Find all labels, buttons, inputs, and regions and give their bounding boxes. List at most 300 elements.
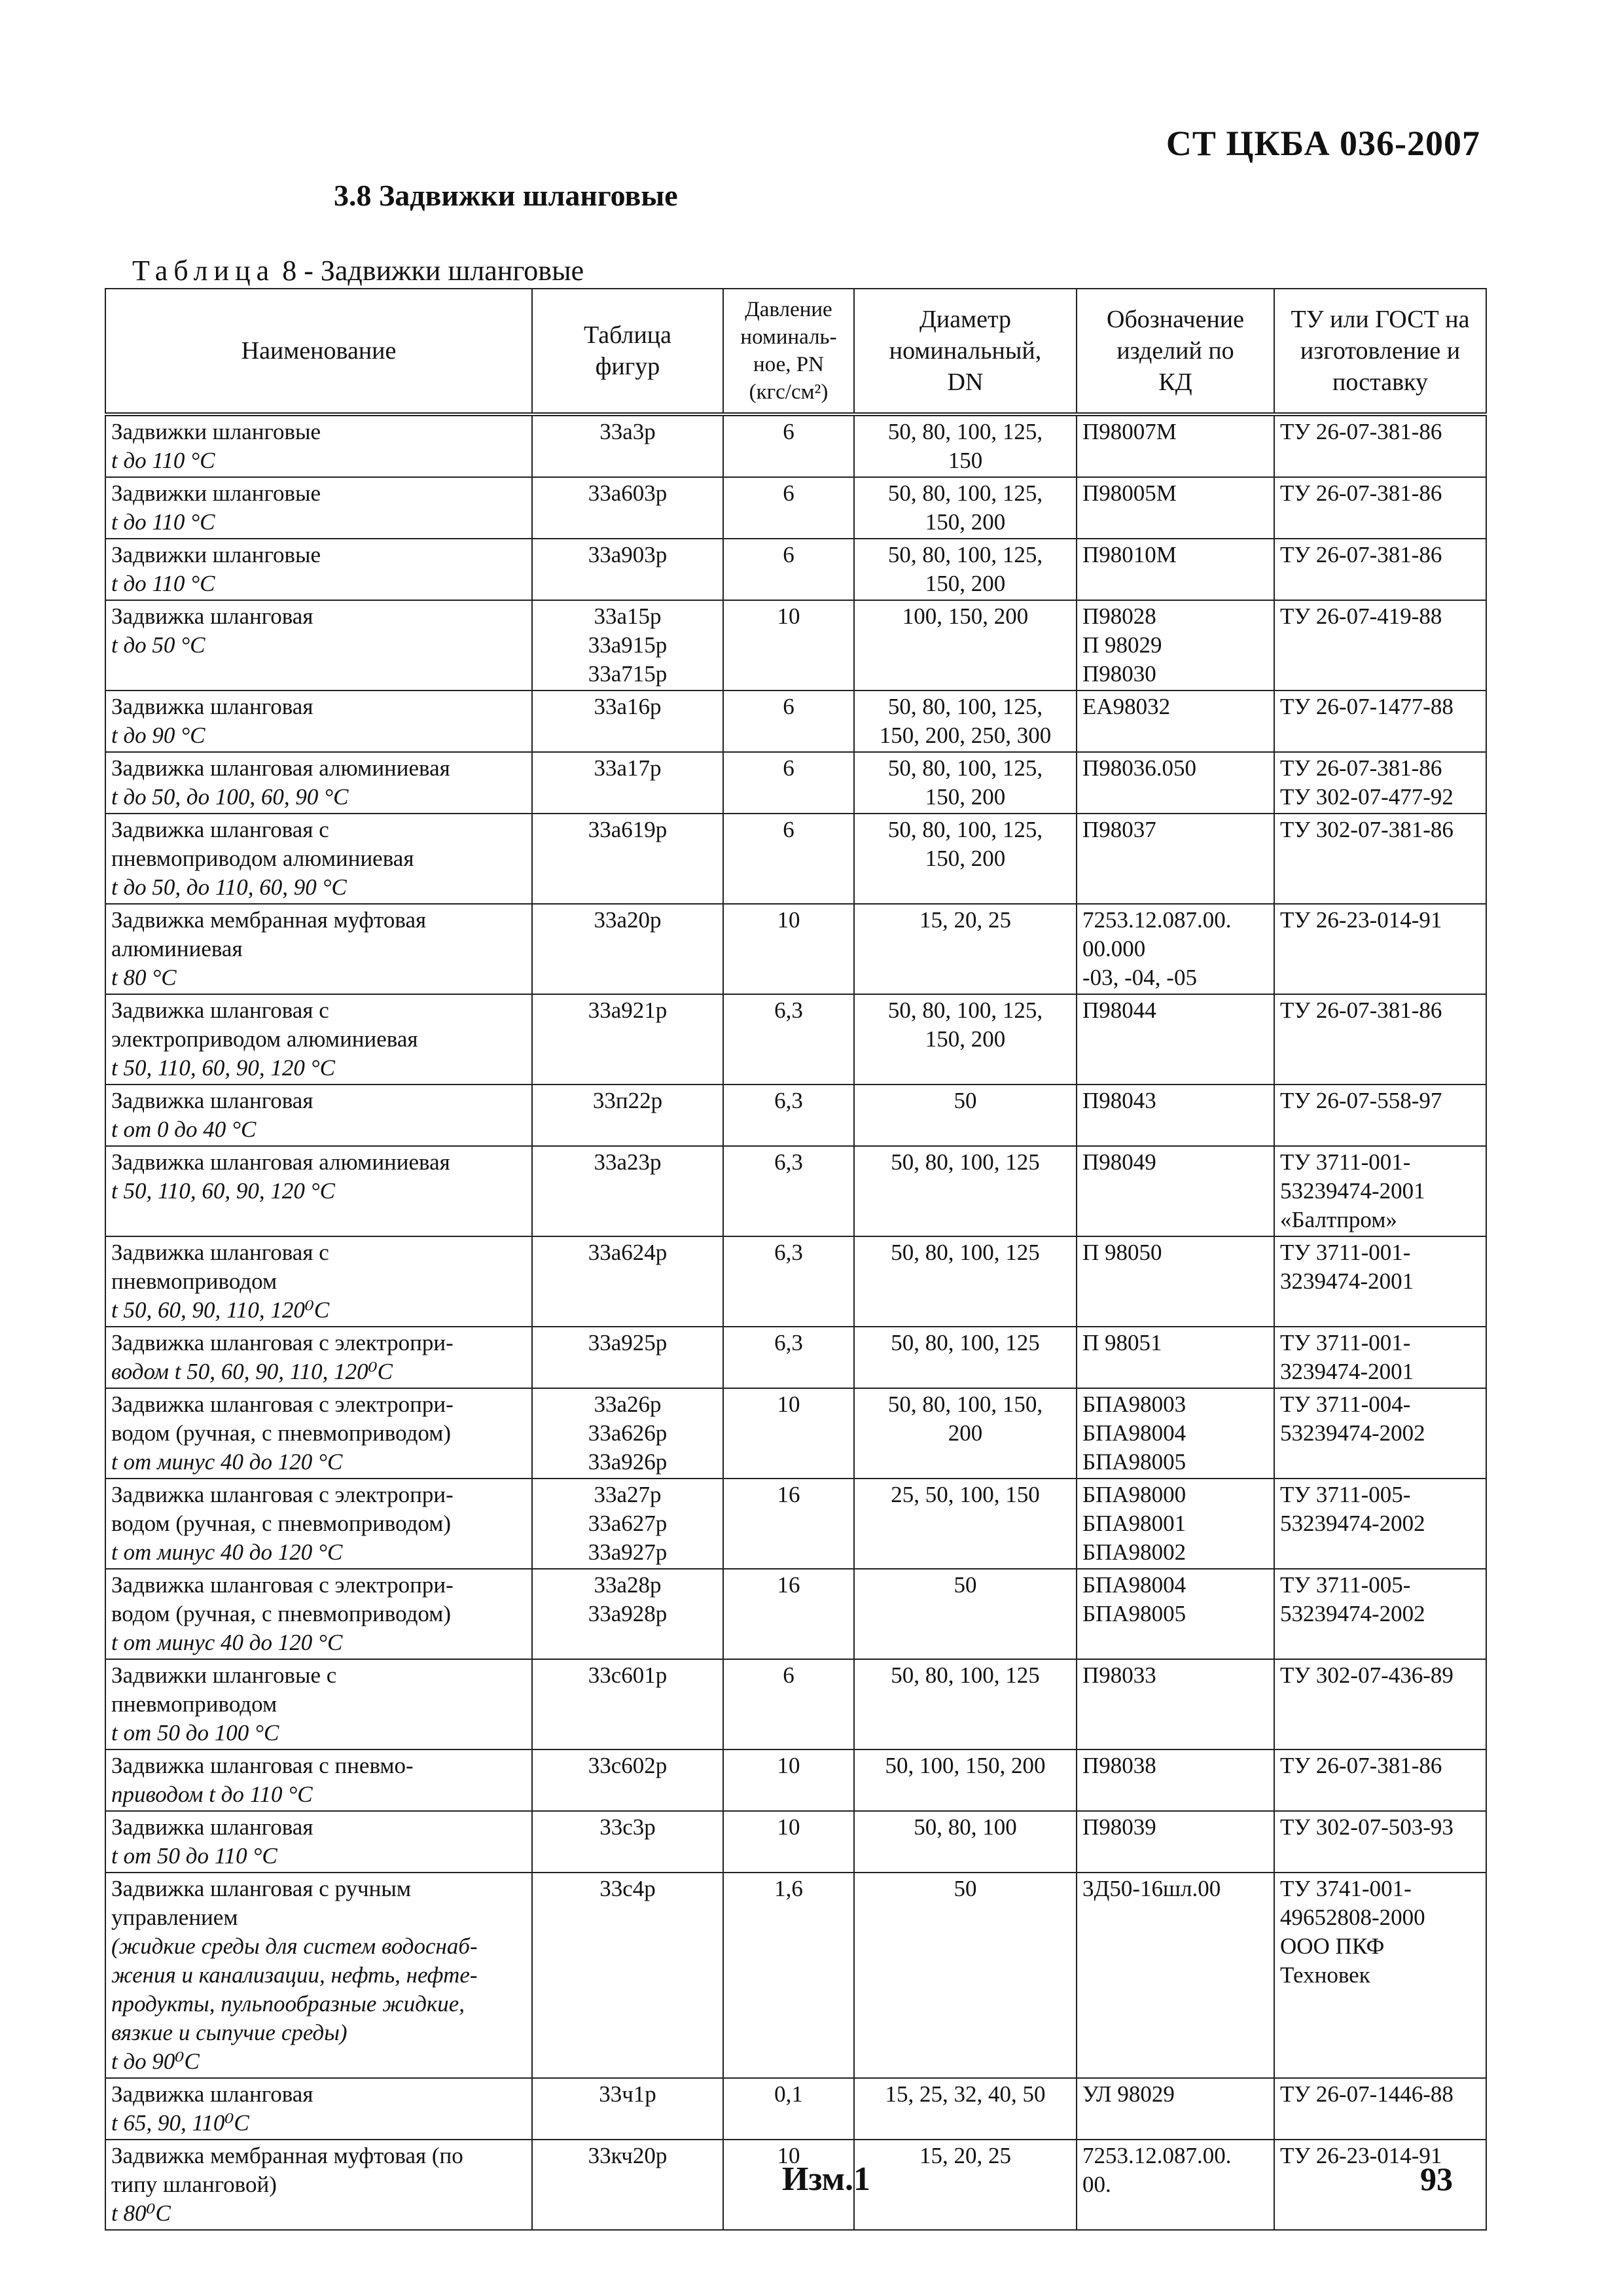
cell-line: 33а28р xyxy=(594,1572,662,1598)
cell-designation xyxy=(1077,1236,1274,1327)
cell-line: ЕА98032 xyxy=(1082,694,1171,719)
cell-line: ТУ 302-07-477-92 xyxy=(1280,784,1454,810)
cell-figure xyxy=(532,994,723,1085)
cell-line: Задвижка мембранная муфтовая xyxy=(111,907,427,933)
cell-pressure: 6 xyxy=(723,814,854,904)
cell-figure xyxy=(532,814,723,904)
cell-line: Задвижка шланговая с электропри- xyxy=(111,1572,454,1598)
cell-diameter xyxy=(854,477,1077,539)
cell-pressure: 6 xyxy=(723,414,854,477)
cell-pressure: 10 xyxy=(723,2140,854,2230)
cell-line: 33а921р xyxy=(588,997,668,1023)
cell-line: ТУ 302-07-381-86 xyxy=(1280,817,1454,842)
cell-diameter xyxy=(854,1085,1077,1146)
cell-line: П98043 xyxy=(1082,1088,1156,1113)
cell-line: t 65, 90, 110⁰С xyxy=(111,2110,249,2136)
cell-line: ТУ 3711-005- xyxy=(1280,1572,1411,1598)
cell-figure xyxy=(532,904,723,994)
cell-line: 33а603р xyxy=(588,480,668,506)
cell-line: 53239474-2002 xyxy=(1280,1511,1425,1536)
cell-diameter xyxy=(854,1146,1077,1236)
cell-line: БПА98005 xyxy=(1082,1601,1186,1626)
cell-standard xyxy=(1274,904,1486,994)
cell-line: пневмоприводом алюминиевая xyxy=(111,846,414,871)
cell-line: БПА98000 xyxy=(1082,1482,1186,1507)
cell-pressure: 6,3 xyxy=(723,994,854,1085)
cell-name xyxy=(105,994,532,1085)
cell-figure xyxy=(532,1085,723,1146)
cell-line: 3Д50-16шл.00 xyxy=(1082,1876,1221,1901)
col-standard-header xyxy=(1274,289,1486,414)
cell-designation xyxy=(1077,600,1274,691)
cell-line: ТУ 26-23-014-91 xyxy=(1280,907,1442,933)
cell-line: П98049 xyxy=(1082,1149,1156,1175)
header-line: изделий по xyxy=(1116,337,1234,365)
cell-designation xyxy=(1077,1327,1274,1388)
cell-line: 50, 80, 100, 125 xyxy=(891,1662,1040,1688)
cell-pressure: 10 xyxy=(723,904,854,994)
revision-label: Изм.1 xyxy=(782,2161,871,2198)
cell-designation xyxy=(1077,1873,1274,2078)
cell-line: «Балтпром» xyxy=(1280,1207,1397,1232)
cell-pressure: 6,3 xyxy=(723,1327,854,1388)
header-line: номинальный, xyxy=(889,337,1042,365)
cell-line: ТУ 3711-001- xyxy=(1280,1149,1411,1175)
cell-line: ТУ 26-07-381-86 xyxy=(1280,419,1442,444)
cell-line: Задвижка шланговая xyxy=(111,2081,313,2107)
cell-line: t от 50 до 100 °С xyxy=(111,1720,279,1746)
cell-pressure: 16 xyxy=(723,1569,854,1659)
cell-line: БПА98005 xyxy=(1082,1449,1186,1475)
cell-standard xyxy=(1274,814,1486,904)
cell-line: 33а23р xyxy=(594,1149,662,1175)
cell-line: Задвижка мембранная муфтовая (по xyxy=(111,2143,463,2168)
cell-line: t 80 °С xyxy=(111,965,177,990)
cell-diameter xyxy=(854,814,1077,904)
header-line: фигур xyxy=(595,353,660,380)
cell-line: 53239474-2001 xyxy=(1280,1178,1425,1204)
cell-diameter xyxy=(854,1749,1077,1811)
cell-line: 150, 200 xyxy=(925,846,1006,871)
cell-line: 33а26р xyxy=(594,1391,662,1417)
cell-designation xyxy=(1077,1749,1274,1811)
cell-line: ТУ 26-07-1446-88 xyxy=(1280,2081,1454,2107)
cell-line: Задвижки шланговые xyxy=(111,542,321,567)
cell-designation xyxy=(1077,752,1274,814)
cell-standard xyxy=(1274,2078,1486,2140)
table-row xyxy=(105,1146,1486,1236)
page-number: 93 xyxy=(1420,2161,1453,2197)
header-line: Давление xyxy=(745,298,832,321)
cell-designation xyxy=(1077,414,1274,477)
cell-pressure: 10 xyxy=(723,1388,854,1479)
table-row xyxy=(105,1085,1486,1146)
cell-line: 150, 200, 250, 300 xyxy=(879,723,1052,748)
cell-line: t от 50 до 110 °С xyxy=(111,1843,277,1869)
cell-line: Задвижка шланговая с ручным xyxy=(111,1876,412,1901)
cell-line: жения и канализации, нефть, нефте- xyxy=(111,1962,478,1988)
cell-standard xyxy=(1274,752,1486,814)
cell-line: 50, 80, 100, 125 xyxy=(891,1240,1040,1265)
cell-line: 50, 80, 100 xyxy=(914,1814,1017,1840)
cell-figure xyxy=(532,477,723,539)
cell-figure xyxy=(532,1749,723,1811)
cell-diameter xyxy=(854,1569,1077,1659)
cell-line: 00.000 xyxy=(1082,936,1146,961)
cell-line: П98033 xyxy=(1082,1662,1156,1688)
cell-line: 33а624р xyxy=(588,1240,668,1265)
cell-designation xyxy=(1077,994,1274,1085)
cell-pressure: 10 xyxy=(723,600,854,691)
cell-name xyxy=(105,1811,532,1873)
cell-line: пневмоприводом xyxy=(111,1268,277,1294)
cell-standard xyxy=(1274,1479,1486,1569)
cell-line: Задвижки шланговые xyxy=(111,480,321,506)
cell-line: 33с601р xyxy=(588,1662,668,1688)
header-line: изготовление и xyxy=(1300,337,1461,365)
table-row xyxy=(105,1388,1486,1479)
table-row xyxy=(105,539,1486,600)
cell-figure xyxy=(532,1569,723,1659)
cell-line: ТУ 26-07-1477-88 xyxy=(1280,694,1454,719)
cell-standard xyxy=(1274,1388,1486,1479)
cell-designation xyxy=(1077,814,1274,904)
cell-designation xyxy=(1077,1146,1274,1236)
cell-line: Задвижка шланговая с xyxy=(111,817,329,842)
cell-line: пневмоприводом xyxy=(111,1691,277,1717)
cell-standard xyxy=(1274,1659,1486,1749)
cell-figure xyxy=(532,1327,723,1388)
cell-line: t 50, 110, 60, 90, 120 °С xyxy=(111,1055,335,1081)
cell-designation xyxy=(1077,1085,1274,1146)
cell-pressure: 6,3 xyxy=(723,1085,854,1146)
table-row xyxy=(105,904,1486,994)
header-line: поставку xyxy=(1332,368,1428,396)
cell-line: 15, 20, 25 xyxy=(919,907,1011,933)
cell-line: t до 90⁰С xyxy=(111,2049,200,2074)
cell-diameter xyxy=(854,1236,1077,1327)
cell-line: 50, 80, 100, 150, xyxy=(887,1391,1043,1417)
cell-line: 53239474-2002 xyxy=(1280,1420,1425,1446)
cell-line: 33с4р xyxy=(599,1876,656,1901)
cell-designation xyxy=(1077,539,1274,600)
cell-standard xyxy=(1274,2140,1486,2230)
table-row xyxy=(105,1659,1486,1749)
cell-diameter xyxy=(854,752,1077,814)
cell-line: 3239474-2001 xyxy=(1280,1359,1414,1384)
cell-line: приводом t до 110 °С xyxy=(111,1782,313,1807)
table-header-row xyxy=(105,289,1486,414)
cell-line: ТУ 26-07-419-88 xyxy=(1280,603,1442,629)
cell-line: управлением xyxy=(111,1905,238,1930)
document-code: СТ ЦКБА 036-2007 xyxy=(1166,124,1480,163)
table-row xyxy=(105,414,1486,477)
cell-line: П98044 xyxy=(1082,997,1156,1023)
cell-line: Задвижка шланговая алюминиевая xyxy=(111,1149,450,1175)
cell-name xyxy=(105,1479,532,1569)
table-row xyxy=(105,691,1486,752)
cell-line: t 50, 110, 60, 90, 120 °С xyxy=(111,1178,335,1204)
cell-name xyxy=(105,477,532,539)
col-designation-header xyxy=(1077,289,1274,414)
cell-line: ТУ 3711-005- xyxy=(1280,1482,1411,1507)
table-caption-word: Таблица xyxy=(132,255,276,287)
cell-name xyxy=(105,1873,532,2078)
table-row xyxy=(105,994,1486,1085)
header-line: ное, PN xyxy=(753,353,824,376)
cell-line: алюминиевая xyxy=(111,936,243,961)
cell-figure xyxy=(532,1479,723,1569)
cell-line: 33а928р xyxy=(588,1601,668,1626)
section-title: 3.8 Задвижки шланговые xyxy=(334,179,678,212)
table-row xyxy=(105,1569,1486,1659)
cell-line: Задвижка шланговая с электропри- xyxy=(111,1482,454,1507)
cell-line: 33а715р xyxy=(588,661,668,687)
table-caption xyxy=(132,254,584,287)
cell-line: 50 xyxy=(954,1876,977,1901)
cell-line: электроприводом алюминиевая xyxy=(111,1026,418,1052)
cell-line: 33п22р xyxy=(592,1088,663,1113)
cell-line: t 80⁰С xyxy=(111,2200,171,2226)
cell-standard xyxy=(1274,1236,1486,1327)
cell-line: БПА98001 xyxy=(1082,1511,1186,1536)
cell-pressure: 6,3 xyxy=(723,1146,854,1236)
cell-line: 33а17р xyxy=(594,755,662,781)
cell-line: 33а925р xyxy=(588,1330,668,1355)
cell-designation xyxy=(1077,691,1274,752)
cell-standard xyxy=(1274,1085,1486,1146)
cell-diameter xyxy=(854,1388,1077,1479)
cell-figure xyxy=(532,1811,723,1873)
col-name-header xyxy=(105,289,532,414)
cell-line: Задвижка шланговая с пневмо- xyxy=(111,1753,414,1778)
cell-figure xyxy=(532,752,723,814)
cell-pressure: 6 xyxy=(723,477,854,539)
valves-table xyxy=(105,288,1487,2231)
cell-standard xyxy=(1274,539,1486,600)
cell-line: 33а926р xyxy=(588,1449,668,1475)
cell-line: БПА98003 xyxy=(1082,1391,1186,1417)
cell-line: ТУ 3711-004- xyxy=(1280,1391,1411,1417)
cell-standard xyxy=(1274,1327,1486,1388)
cell-line: 33а20р xyxy=(594,907,662,933)
cell-figure xyxy=(532,1146,723,1236)
cell-line: t до 50, до 100, 60, 90 °С xyxy=(111,784,349,810)
cell-line: 50 xyxy=(954,1572,977,1598)
header-line: ТУ или ГОСТ на xyxy=(1291,306,1470,333)
cell-line: П98030 xyxy=(1082,661,1156,687)
cell-line: t до 110 °С xyxy=(111,571,215,596)
col-pressure-header xyxy=(723,289,854,414)
header-line: (кгс/см²) xyxy=(749,380,829,404)
cell-figure xyxy=(532,600,723,691)
cell-line: 33ч1р xyxy=(599,2081,656,2107)
cell-figure xyxy=(532,2140,723,2230)
cell-diameter xyxy=(854,2140,1077,2230)
cell-line: 150, 200 xyxy=(925,784,1006,810)
table-row xyxy=(105,1236,1486,1327)
cell-line: t от минус 40 до 120 °С xyxy=(111,1449,343,1475)
cell-line: Задвижка шланговая xyxy=(111,1814,313,1840)
header-line: Обозначение xyxy=(1107,306,1244,333)
cell-line: t до 110 °С xyxy=(111,509,215,535)
cell-line: t до 90 °С xyxy=(111,723,205,748)
cell-line: Задвижка шланговая с электропри- xyxy=(111,1391,454,1417)
cell-line: 33а627р xyxy=(588,1511,668,1536)
cell-line: Задвижка шланговая с электропри- xyxy=(111,1330,454,1355)
cell-line: ТУ 26-07-558-97 xyxy=(1280,1088,1442,1113)
cell-line: 33с3р xyxy=(599,1814,656,1840)
cell-line: водом t 50, 60, 90, 110, 120⁰С xyxy=(111,1359,393,1384)
table-row xyxy=(105,1811,1486,1873)
cell-line: (жидкие среды для систем водоснаб- xyxy=(111,1933,478,1959)
cell-figure xyxy=(532,1388,723,1479)
cell-standard xyxy=(1274,414,1486,477)
cell-line: 15, 20, 25 xyxy=(919,2143,1011,2168)
cell-line: Задвижка шланговая с xyxy=(111,1240,329,1265)
table-row xyxy=(105,1479,1486,1569)
cell-line: 50, 80, 100, 125, xyxy=(887,480,1043,506)
header-line: Наименование xyxy=(241,337,397,365)
cell-line: П98037 xyxy=(1082,817,1156,842)
cell-line: П98007М xyxy=(1082,419,1177,444)
table-row xyxy=(105,477,1486,539)
cell-line: 200 xyxy=(948,1420,983,1446)
cell-line: П98010М xyxy=(1082,542,1177,567)
table-row xyxy=(105,1749,1486,1811)
cell-diameter xyxy=(854,691,1077,752)
cell-line: П98039 xyxy=(1082,1814,1156,1840)
cell-figure xyxy=(532,414,723,477)
cell-line: 150, 200 xyxy=(925,571,1006,596)
cell-name xyxy=(105,1388,532,1479)
cell-standard xyxy=(1274,477,1486,539)
cell-designation xyxy=(1077,1811,1274,1873)
cell-line: П98038 xyxy=(1082,1753,1156,1778)
cell-pressure: 6,3 xyxy=(723,1236,854,1327)
cell-designation xyxy=(1077,904,1274,994)
cell-line: ТУ 302-07-503-93 xyxy=(1280,1814,1454,1840)
cell-figure xyxy=(532,1873,723,2078)
cell-line: 50 xyxy=(954,1088,977,1113)
header-line: КД xyxy=(1158,368,1192,396)
cell-line: Задвижка шланговая xyxy=(111,1088,313,1113)
cell-line: 50, 80, 100, 125, xyxy=(887,997,1043,1023)
cell-name xyxy=(105,1569,532,1659)
cell-name xyxy=(105,2140,532,2230)
cell-pressure: 16 xyxy=(723,1479,854,1569)
cell-name xyxy=(105,1749,532,1811)
cell-line: ТУ 26-07-381-86 xyxy=(1280,480,1442,506)
cell-standard xyxy=(1274,691,1486,752)
cell-line: t до 50 °С xyxy=(111,632,205,658)
cell-line: t от 0 до 40 °С xyxy=(111,1117,257,1142)
cell-line: t от минус 40 до 120 °С xyxy=(111,1630,343,1655)
cell-line: 49652808-2000 xyxy=(1280,1905,1425,1930)
cell-designation xyxy=(1077,1569,1274,1659)
cell-standard xyxy=(1274,600,1486,691)
cell-name xyxy=(105,539,532,600)
cell-designation xyxy=(1077,1659,1274,1749)
cell-standard xyxy=(1274,1749,1486,1811)
cell-line: t до 50, до 110, 60, 90 °С xyxy=(111,874,347,900)
cell-diameter xyxy=(854,600,1077,691)
cell-line: Задвижки шланговые с xyxy=(111,1662,337,1688)
cell-diameter xyxy=(854,994,1077,1085)
table-row xyxy=(105,600,1486,691)
cell-line: 33с602р xyxy=(588,1753,668,1778)
cell-name xyxy=(105,814,532,904)
cell-line: ТУ 26-07-381-86 xyxy=(1280,997,1442,1023)
cell-line: 33а903р xyxy=(588,542,668,567)
cell-figure xyxy=(532,691,723,752)
cell-line: ТУ 26-23-014-91 xyxy=(1280,2143,1442,2168)
cell-line: БПА98002 xyxy=(1082,1539,1186,1565)
cell-line: водом (ручная, с пневмоприводом) xyxy=(111,1511,452,1536)
cell-diameter xyxy=(854,1327,1077,1388)
cell-figure xyxy=(532,539,723,600)
cell-pressure: 10 xyxy=(723,1749,854,1811)
cell-name xyxy=(105,414,532,477)
cell-line: 50, 80, 100, 125, xyxy=(887,755,1043,781)
cell-standard xyxy=(1274,1873,1486,2078)
cell-diameter xyxy=(854,1659,1077,1749)
header-line: DN xyxy=(947,368,984,396)
cell-name xyxy=(105,1236,532,1327)
cell-line: 33а15р xyxy=(594,603,662,629)
cell-line: 33а16р xyxy=(594,694,662,719)
cell-diameter xyxy=(854,1811,1077,1873)
cell-line: 150 xyxy=(948,448,983,473)
cell-line: 150, 200 xyxy=(925,1026,1006,1052)
cell-name xyxy=(105,1327,532,1388)
table-row xyxy=(105,1327,1486,1388)
cell-line: t до 110 °С xyxy=(111,448,215,473)
header-line: Таблица xyxy=(583,321,672,349)
cell-line: -03, -04, -05 xyxy=(1082,965,1197,990)
cell-standard xyxy=(1274,1146,1486,1236)
cell-line: 7253.12.087.00. xyxy=(1082,907,1232,933)
cell-standard xyxy=(1274,994,1486,1085)
header-line: Диаметр xyxy=(919,306,1012,333)
cell-pressure: 10 xyxy=(723,1811,854,1873)
cell-line: ТУ 26-07-381-86 xyxy=(1280,755,1442,781)
cell-pressure: 0,1 xyxy=(723,2078,854,2140)
cell-line: 33а619р xyxy=(588,817,668,842)
cell-line: 33а915р xyxy=(588,632,668,658)
cell-diameter xyxy=(854,904,1077,994)
table-caption-text: 8 - Задвижки шланговые xyxy=(282,255,584,287)
col-figure-header xyxy=(532,289,723,414)
cell-line: ТУ 3741-001- xyxy=(1280,1876,1412,1901)
cell-diameter xyxy=(854,1479,1077,1569)
cell-diameter xyxy=(854,1873,1077,2078)
cell-standard xyxy=(1274,1569,1486,1659)
cell-line: БПА98004 xyxy=(1082,1572,1186,1598)
table-row xyxy=(105,814,1486,904)
cell-line: 3239474-2001 xyxy=(1280,1268,1414,1294)
cell-line: t 50, 60, 90, 110, 120⁰С xyxy=(111,1297,330,1323)
cell-line: Задвижки шланговые xyxy=(111,419,321,444)
cell-line: 50, 80, 100, 125, xyxy=(887,542,1043,567)
cell-line: 50, 80, 100, 125 xyxy=(891,1330,1040,1355)
cell-line: Задвижка шланговая xyxy=(111,694,313,719)
cell-diameter xyxy=(854,414,1077,477)
header-line: номиналь- xyxy=(740,325,837,349)
cell-line: 53239474-2002 xyxy=(1280,1601,1425,1626)
table-row xyxy=(105,1873,1486,2078)
cell-line: 33а927р xyxy=(588,1539,668,1565)
